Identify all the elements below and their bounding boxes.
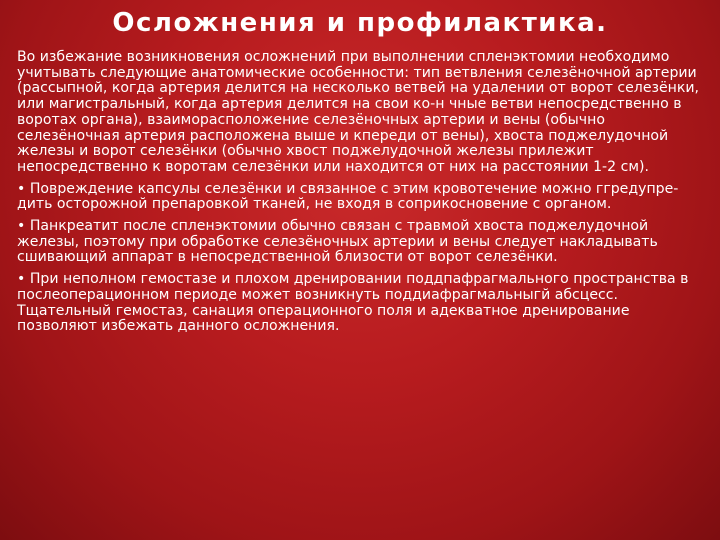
bullet-text: Повреждение капсулы селезёнки и связанное с этим кровотечение можно ггредупре-дить осторожной препаровкой тканей, не входя в соприкосновение с органом. <box>17 180 679 213</box>
bullet-marker: • <box>17 271 26 288</box>
slide-body <box>17 50 707 341</box>
bullet-text: При неполном гемостазе и плохом дренировании поддпафрагмального пространства в послеоперационном периоде может возникнуть поддиафрагмальныгй абсцесс. Тщательный гемостаз, санация операционного поля и адекватное дренирование позволяют избежать данного осложнения. <box>17 271 689 335</box>
bullet-item-capsule <box>17 182 707 213</box>
bullet-text: Панкреатит после спленэктомии обычно связан с травмой хвоста поджелудочной железы, поэтому при обработке селезёночных артерии и вены следует накладывать сшивающий аппарат в непосредственной близости от ворот селезёнки. <box>17 218 658 266</box>
bullet-marker: • <box>17 218 26 235</box>
slide-title: Осложнения и профилактика. <box>112 8 608 38</box>
bullet-item-pancreatitis <box>17 219 707 266</box>
bullet-item-abscess <box>17 272 707 335</box>
bullet-marker: • <box>17 180 26 197</box>
intro-paragraph: Во избежание возникновения осложнений при выполнении спленэктомии необходимо учитывать следующие анатомические особенности: тип ветвления селезёночной артерии (рассыпной, когда артерия делится на несколько ветвей на удалении от ворот селезёнки, или магистральный, когда артерия делится на свои ко-н чные ветви непосредственно в воротах органа), взаиморасположение селезёночных артерии и вены (обычно селезёночная артерия расположена выше и кпереди от вены), хвоста поджелудочной железы и ворот селезёнки (обычно хвост поджелудочной железы прилежит непосредственно к воротам селезёнки или находится от них на расстоянии 1-2 см). <box>17 49 700 175</box>
